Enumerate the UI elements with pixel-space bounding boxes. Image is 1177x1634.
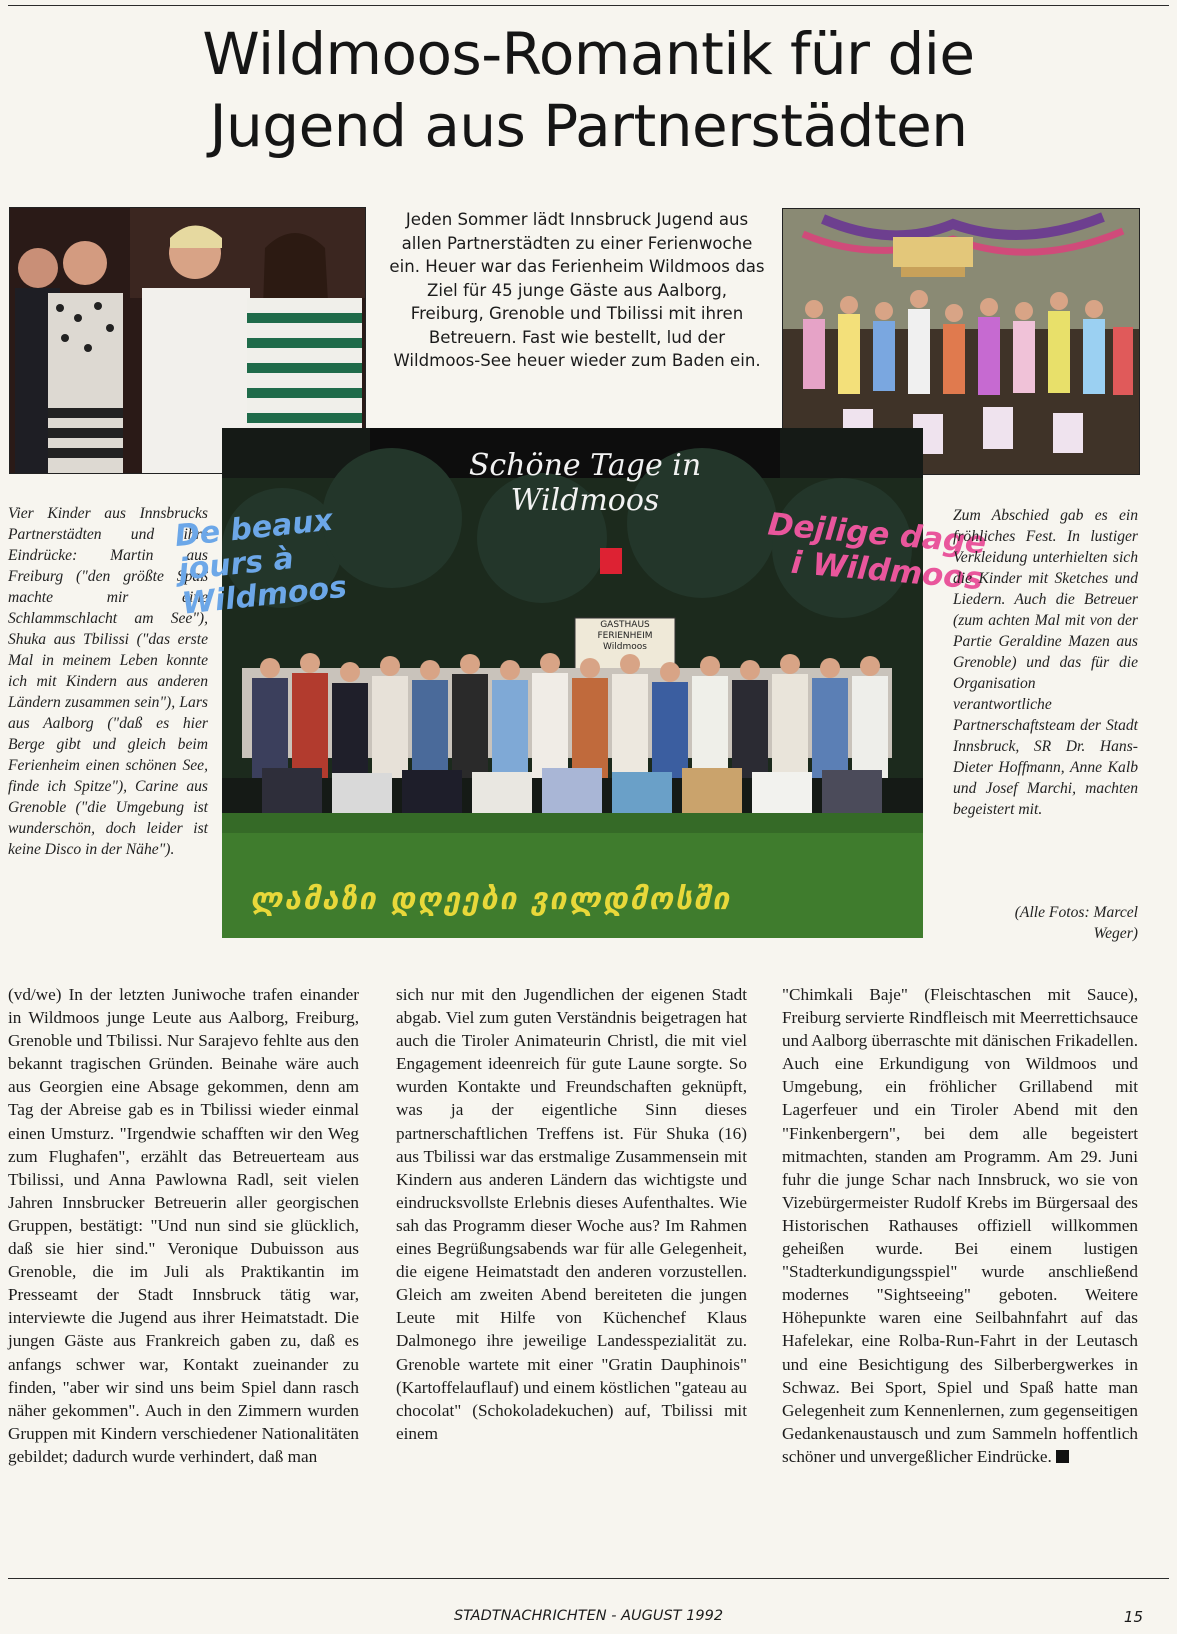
headline (20, 18, 1157, 162)
caption-right: Zum Abschied gab es ein fröhliches Fest. In lustiger Verkleidung unterhielten sich die Kinder mit Sketches und Liedern. Auch die Betreuer (zum achten Mal mit von der Partie Geraldine Mazen aus Grenoble) und das für die Organisation verantwortliche Partnerschaftsteam der Stadt Innsbruck, SR Dr. Hans-Dieter Hoffmann, Anne Kalb und Josef Marchi, machten begeistert mit. (953, 507, 1138, 818)
end-mark-icon (1056, 1450, 1069, 1463)
footer-publication: STADTNACHRICHTEN - AUGUST 1992 (453, 1608, 724, 1624)
photo-credit: (Alle Fotos: Marcel Weger) (1014, 904, 1138, 942)
body-text-1: (vd/we) In der letzten Juniwoche trafen einander in Wildmoos junge Leute aus Aalborg, Freiburg, Grenoble und Tbilissi. Nur Sarajevo fehlte aus den bekannt tragischen Gründen. Beinahe wäre auch aus Georgien eine Absage gekommen, denn am Tag der Abreise gab es in Tbilissi wieder einmal einen Umsturz. "Irgendwie schafften wir den Weg zum Flughafen", erzählt das Betreuerteam aus Tbilissi, und Anna Pawlowna Radl, seit vielen Jahren Innsbrucker Betreuerin aller georgischen Gruppen, bestätigt: "Und nun sind sie glücklich, daß sie hier sind." Veronique Dubuisson aus Grenoble, die im Juli als Praktikantin im Presseamt der Stadt Innsbruck tätig war, interviewte die Jugend aus ihrer Heimatstadt. Die jungen Gäste aus Frankreich gaben zu, daß es anfangs schwer war, Kontakt zueinander zu finden, "aber wir sind uns beim Spiel dann rasch näher gekommen". Auch in den Zimmern wurden Gruppen mit Kindern verschiedener Nationalitäten gebildet; dadurch wurde verhindert, daß man (8, 985, 359, 1466)
page-number: 15 (1123, 1608, 1143, 1626)
body-column-3 (782, 983, 1138, 1468)
body-column-2 (396, 983, 747, 1445)
danish-overlay: Dejlige dage i Wildmoos (766, 506, 988, 598)
top-rule (8, 5, 1169, 6)
body-text-2: sich nur mit den Jugendlichen der eigenen Stadt abgab. Viel zum guten Verständnis beigetragen hat auch die Tiroler Animateurin Christl, die mit viel Engagement ideenreich für gute Laune sorgte. So wurden Kontakte und Freundschaften geknüpft, was ja der eigentliche Sinn dieses partnerschaftlichen Treffens ist. Für Shuka (16) aus Tbilissi war das erstmalige Zusammensein mit Kindern aus anderen Ländern das wichtigste und eindrucksvollste Erlebnis dieses Aufenthaltes. Wie sah das Programm dieser Woche aus? Im Rahmen eines Begrüßungsabends war für alle Gelegenheit, die eigene Heimatstadt den anderen vorzustellen. Gleich am zweiten Abend bereiteten die jungen Leute mit Hilfe von Küchenchef Klaus Dalmonego ihre jeweilige Landesspezialität zu. Grenoble wartete mit einer "Gratin Dauphinois" (Kartoffelauflauf) und einem köstlichen "gateau au chocolat" (Schokoladekuchen) auf, Tbilissi mit einem (396, 985, 747, 1443)
caption-left: Vier Kinder aus Innsbrucks Partnerstädten und ihre Eindrücke: Martin aus Freiburg ("den größte Spaß machte mir eine Schlammschlacht am See"), Shuka aus Tbilissi ("das erste Mal in meinem Leben konnte ich mit Kindern aus anderen Ländern zusammen sein"), Lars aus Aalborg ("daß es hier Berge gibt und gleich beim Ferienheim einen schönen See, finde ich Spitze"), Carine aus Grenoble ("die Umgebung ist wunderschön, doch leider ist keine Disco in der Nähe"). (8, 505, 208, 858)
body-column-1 (8, 983, 359, 1468)
bottom-rule (8, 1578, 1169, 1579)
gasthaus-sign: GASTHAUS FERIENHEIM Wildmoos (597, 620, 653, 652)
headline-line-2: Jugend aus Partnerstädten (209, 92, 968, 160)
headline-line-1: Wildmoos-Romantik für die (202, 20, 975, 88)
french-overlay: De beaux jours à Wildmoos (173, 502, 349, 622)
photo-script-title: Schöne Tage in Wildmoos (468, 448, 702, 518)
body-text-3: "Chimkali Baje" (Fleischtaschen mit Sauce), Freiburg servierte Rindfleisch mit Meerrettichsauce und Aalborg überraschte mit dänischen Frikadellen. Auch eine Erkundigung von Wildmoos und Umgebung, ein fröhlicher Grillabend mit Lagerfeuer und ein Tiroler Abend mit den "Finkenbergern", bei dem alle begeistert mitmachten, standen am Programm. Am 29. Juni fuhr die junge Schar nach Innsbruck, wo sie von Vizebürgermeister Rudolf Krebs im Bürgersaal des Historischen Rathauses offiziell willkommen geheißen wurde. Bei einem lustigen "Stadterkundigungsspiel" wurde anschließend modernes "Sightseeing" geboten. Weitere Höhepunkte waren eine Seilbahnfahrt auf das Hafelekar, eine Rolba-Run-Fahrt in der Leutasch und eine Besichtigung des Silberbergwerkes in Schwaz. Bei Sport, Spiel und Spaß hatte man Gelegenheit zum Kennenlernen, zum gegenseitigen Gedankenaustausch und zum Sammeln hoffentlich schöner und unvergeßlicher Eindrücke. (782, 985, 1138, 1466)
article-lead: Jeden Sommer lädt Innsbruck Jugend aus allen Partnerstädten zu einer Ferienwoche ein. Heuer war das Ferienheim Wildmoos das Ziel für 45 junge Gäste aus Aalborg, Freiburg, Grenoble und Tbilissi mit ihren Betreuern. Fast wie bestellt, lud der Wildmoos-See heuer wieder zum Baden ein. (389, 210, 765, 370)
georgian-overlay: ლამაზი დღეები ვილდმოსში (250, 882, 732, 917)
